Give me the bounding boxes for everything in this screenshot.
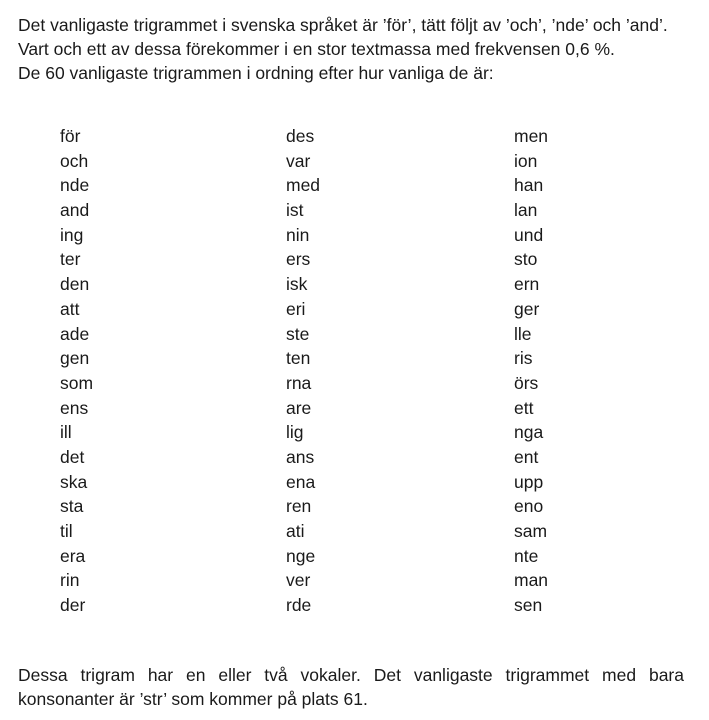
trigram-item: ist	[286, 200, 304, 221]
trigram-item: ger	[514, 298, 540, 319]
trigram-column-1	[60, 124, 93, 618]
trigram-item: upp	[514, 471, 544, 492]
trigram-item: ris	[514, 348, 533, 369]
trigram-column-3	[514, 124, 548, 618]
trigram-item: men	[514, 126, 549, 146]
trigram-item: ens	[60, 397, 89, 418]
trigram-item: han	[514, 175, 544, 196]
trigram-item: sta	[60, 496, 84, 517]
trigram-item: nge	[286, 545, 316, 566]
trigram-item: gen	[60, 348, 90, 369]
trigram-item: ing	[60, 224, 84, 245]
trigram-item: sam	[514, 521, 548, 541]
trigram-item: ter	[60, 249, 81, 270]
trigram-item: and	[60, 200, 90, 221]
trigram-item: ste	[286, 323, 310, 344]
trigram-item: nga	[514, 422, 544, 443]
trigram-item: ren	[286, 496, 312, 517]
trigram-item: der	[60, 595, 86, 616]
trigram-item: med	[286, 175, 321, 196]
trigram-item: rin	[60, 570, 80, 591]
trigram-item: nte	[514, 545, 539, 566]
trigram-item: und	[514, 224, 544, 245]
trigram-item: rde	[286, 595, 312, 616]
trigram-item: eno	[514, 496, 544, 517]
trigram-item: ill	[60, 422, 72, 443]
trigram-item: var	[286, 150, 311, 171]
trigram-item: sen	[514, 595, 543, 616]
trigram-item: örs	[514, 372, 539, 393]
trigram-item: ern	[514, 274, 540, 295]
trigram-item: lan	[514, 200, 538, 221]
trigram-item: era	[60, 545, 86, 566]
trigram-item: sto	[514, 249, 538, 270]
trigram-item: lle	[514, 323, 532, 344]
trigram-item: ett	[514, 397, 534, 418]
trigram-item: isk	[286, 274, 308, 295]
trigram-item: ade	[60, 323, 90, 344]
trigram-item: det	[60, 446, 85, 467]
trigram-columns	[0, 124, 709, 624]
trigram-item: are	[286, 397, 312, 418]
intro-list-caption: De 60 vanligaste trigrammen i ordning efter hur vanliga de är:	[18, 63, 494, 83]
trigram-item: des	[286, 126, 315, 146]
trigram-item: och	[60, 150, 89, 171]
trigram-item: nin	[286, 224, 310, 245]
trigram-item: man	[514, 570, 549, 591]
trigram-item: att	[60, 298, 80, 319]
trigram-item: rna	[286, 372, 312, 393]
trigram-item: nde	[60, 175, 90, 196]
trigram-item: til	[60, 521, 73, 541]
outro-paragraph: Dessa trigram har en eller två vokaler. Det vanligaste trigrammet med bara konsonanter är ’str’ som kommer på plats 61.	[18, 665, 684, 709]
trigram-item: ati	[286, 521, 305, 541]
trigram-item: ten	[286, 348, 311, 369]
trigram-item: som	[60, 372, 94, 393]
trigram-item: eri	[286, 298, 306, 319]
intro-paragraph: Det vanligaste trigrammet i svenska språket är ’för’, tätt följt av ’och’, ’nde’ och ’and’. Vart och ett av dessa förekommer i en stor textmassa med frekvensen 0,6 %.	[18, 15, 668, 59]
trigram-item: ska	[60, 471, 88, 492]
trigram-item: för	[60, 126, 81, 146]
trigram-item: lig	[286, 422, 304, 443]
trigram-item: den	[60, 274, 90, 295]
trigram-item: ers	[286, 249, 311, 270]
trigram-item: ent	[514, 446, 539, 467]
trigram-column-2	[286, 124, 320, 618]
trigram-item: ena	[286, 471, 316, 492]
trigram-item: ver	[286, 570, 311, 591]
intro-text	[18, 13, 690, 85]
trigram-item: ion	[514, 150, 538, 171]
trigram-item: ans	[286, 446, 315, 467]
